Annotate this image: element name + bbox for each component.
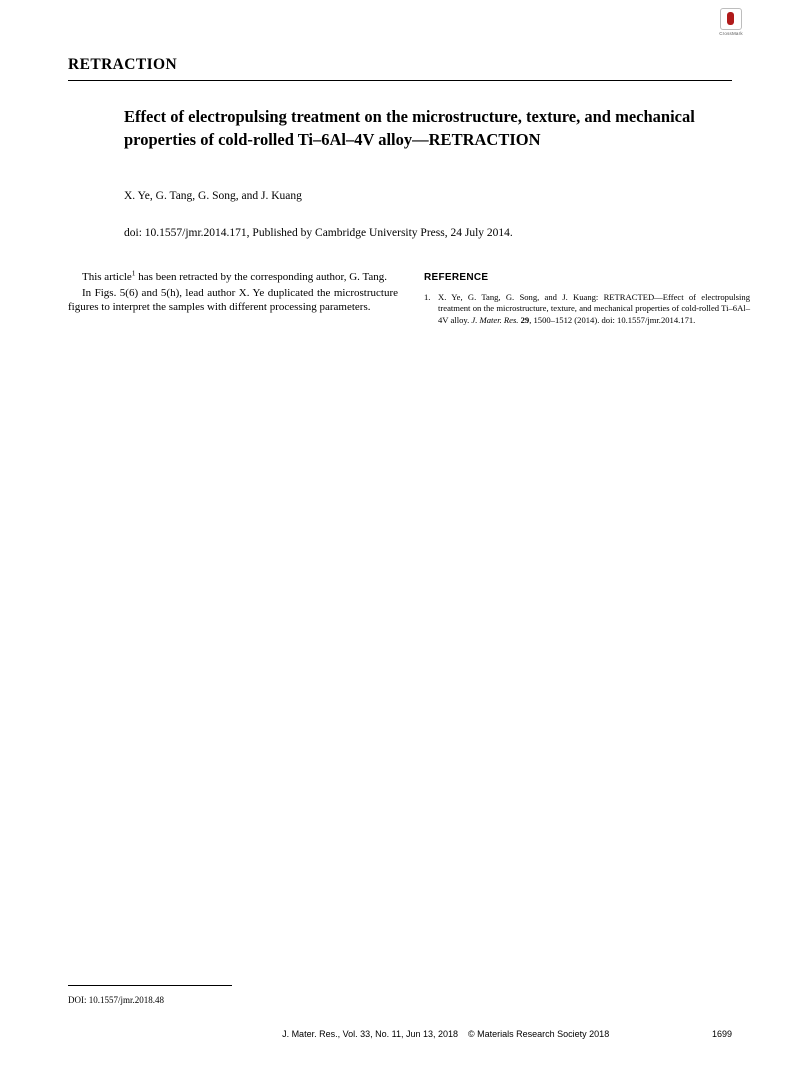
- footer-doi: DOI: 10.1557/jmr.2018.48: [68, 995, 164, 1005]
- footer-journal-reference: J. Mater. Res., Vol. 33, No. 11, Jun 13, 2018: [282, 1029, 458, 1039]
- section-heading: RETRACTION: [68, 56, 178, 73]
- reference-journal: J. Mater. Res.: [471, 314, 519, 325]
- article-authors: X. Ye, G. Tang, G. Song, and J. Kuang: [124, 190, 302, 202]
- crossmark-badge[interactable]: [704, 8, 758, 38]
- crossmark-label: CrossMark: [719, 31, 743, 36]
- reference-text-part2: , 1500–1512 (2014). doi: 10.1557/jmr.2014.171.: [529, 314, 696, 325]
- paragraph-1-post: has been retracted by the corresponding author, G. Tang.: [135, 271, 388, 283]
- footer-copyright: © Materials Research Society 2018: [468, 1029, 610, 1039]
- reference-number: 1.: [424, 292, 431, 302]
- paragraph-1-pre: This article: [82, 271, 132, 283]
- article-publication-info: doi: 10.1557/jmr.2014.171, Published by Cambridge University Press, 24 July 2014.: [124, 227, 513, 239]
- reference-column-right: [424, 272, 750, 326]
- body-paragraph-1: [68, 270, 398, 285]
- footnote-marker: 1: [131, 268, 136, 278]
- reference-text-part1: X. Ye, G. Tang, G. Song, and J. Kuang: RETRACTED—Effect of electropulsing treatment on the microstructure, texture, and mechanical properties of cold-rolled Ti–6Al–4V alloy.: [438, 292, 750, 325]
- reference-volume: 29: [520, 314, 530, 325]
- reference-list: [424, 292, 750, 326]
- reference-heading: REFERENCE: [424, 272, 489, 283]
- reference-item: [424, 292, 750, 326]
- crossmark-icon: [720, 8, 742, 30]
- header-divider: [68, 80, 732, 81]
- footer-page-number: 1699: [711, 1029, 732, 1039]
- footnote-divider: [68, 985, 232, 986]
- article-title: Effect of electropulsing treatment on the microstructure, texture, and mechanical properties of cold-rolled Ti–6Al–4V alloy—RETRACTION: [124, 107, 695, 149]
- body-paragraph-2: In Figs. 5(6) and 5(h), lead author X. Ye duplicated the microstructure figures to interpret the samples with different processing parameters.: [68, 286, 398, 313]
- body-column-left: [68, 270, 398, 315]
